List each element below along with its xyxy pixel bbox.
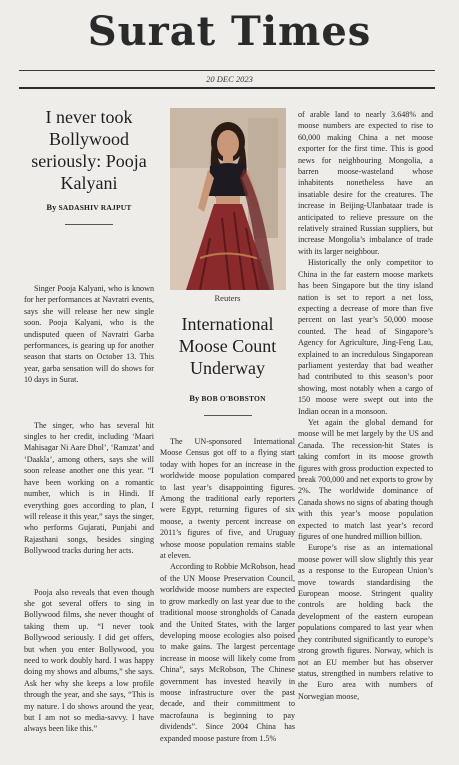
headline-divider: [65, 224, 113, 225]
article-paragraph: According to Robbie McRobson, head of the UN Moose Preservation Council, worldwide moose numbers are expected to grow markedly on last year due to the traditional moose strongholds of Canada and the United States, with the larger developing moose ecologies also poised to make gains. The largest percentage increase in moose will likely come from China”, says McRobson, The Chinese government has invested heavily in moose infrastructure over the past decade, and their committment to macrofauna is beginning to pay dividends”. Since 2004 China has expanded moose pasture from 1.5%: [160, 562, 295, 743]
article-headline: I never took Bollywood seriously: Pooja Kalyani: [31, 107, 147, 193]
article-pooja-kalyani: [24, 102, 154, 747]
article-paragraph: Yet again the global demand for moose will be met largely by the US and Canada. The recession-hit States is taking comfort in its moose growth figures with gross production expected to break 700,000 and net exports to grow by 2%. The worldwide dominance of Canada shows no signs of abating though with this year’s moose population expected to match last year’s record figures of one hundred million billion.: [298, 417, 433, 542]
masthead-rule-top: [19, 70, 435, 71]
byline-author: SADASHIV RAJPUT: [58, 203, 132, 212]
masthead-rule-bottom: [19, 87, 435, 89]
photo-caption: Reuters: [214, 293, 241, 303]
article-paragraph: Singer Pooja Kalyani, who is known for her performances at Navratri events, says she will release her new single soon. Pooja Kalyani, who is the undisputed queen of Navratri Garba performances, is gearing up for another season that starts on October 13. This year, garba sensation will do shows for 10 days in Surat.: [24, 284, 154, 385]
byline-prefix: By: [189, 393, 200, 403]
article-body: [160, 436, 295, 744]
article-moose-count-continued: [298, 109, 433, 702]
article-paragraph: of arable land to nearly 3.648% and moose numbers are expected to rise to 60,000 making China a net moose exporter for the first time. This is good news for neighbouring Mongolia, a barren moose-wasteland whose inhabitents nonetheless have an insatiable desire for the creatures. The increase in Beijing-Ulanbataar trade is anticipated to relieve pressure on the relatively strained Russian suppliers, but increase Mongolia’s imbalance of trade with its larger neighbour.: [298, 110, 433, 256]
article-paragraph: Europe’s rise as an international moose power will slow slightly this year as a response to the European Union’s move towards standardising the European moose. Stringent quality controls are holding back the development of the eastern european populations compared to last year when they contributed significantly to europe’s strong growth figures. Norway, which is not an EU member but has observer status, strengthed in numbers relative to the Euro area with numbers of Norwegian moose,: [298, 543, 433, 701]
article-paragraph: Historically the only competitor to China in the far eastern moose markets has been Singapore but the tiny island nation is set to report a net loss, expecting a decrease of more than five percent on last year’s 50,000 moose counted. The head of Singapore’s Agency for Agriculture, Jing-Feng Lau, explained to an incredulous Singaporean parliament yesterday that bad weather had contributed to this season’s poor showing, most notably when a cargo of 150 moose were swept out into the Indian ocean in a monsoon.: [298, 258, 433, 416]
article-paragraph: The UN-sponsored International Moose Census got off to a flying start today with hopes for an increase in the worldwide moose population compared to last year’s disappointing figures. Among the traditional early reporters were Egypt, returning figures of six moose, a twenty percent increase on 2011’s figures of five, and Uruguay whose moose population remains stable at eleven.: [160, 437, 295, 561]
article-byline: [160, 393, 295, 403]
article-byline: [24, 202, 154, 212]
article-body: [298, 109, 433, 702]
article-body: [24, 283, 154, 735]
article-paragraph: Pooja also reveals that even though she got several offers to sing in Bollywood films, she never thought of taking them up. “I never took Bollywood seriously. I did get offers, but when you enter Bollywood, you need to work doubly hard. I was happy doing my shows and albums,” she says. Ask her why she keeps a low profile through the year, and she says, “This is my nature. I do shows around the year, but I am not so media-savvy. I have always been like this.”: [24, 587, 154, 734]
dateline: 20 DEC 2023: [206, 74, 253, 84]
article-paragraph: The singer, who has several hit singles to her credit, including ‘Maari Mahisagar Ni Aare Dhol’, ‘Ramzat’ and ‘Daakla’, among others, says she will soon release another one this year. “I have been working on a romantic number, which is in Hindi. If everything goes according to plan, I will release it this year,” says the singer, who performs Gujarati, Punjabi and Rajasthani songs, besides singing Bollywood tracks during her acts.: [24, 420, 154, 556]
masthead-title: Surat Times: [87, 8, 372, 55]
article-headline: International Moose Count Underway: [178, 314, 277, 378]
byline-author: BOB O'BOBSTON: [201, 394, 266, 403]
article-moose-count: [160, 108, 295, 744]
headline-divider: [204, 415, 252, 416]
byline-prefix: By: [46, 202, 57, 212]
singer-photo: [170, 108, 286, 290]
